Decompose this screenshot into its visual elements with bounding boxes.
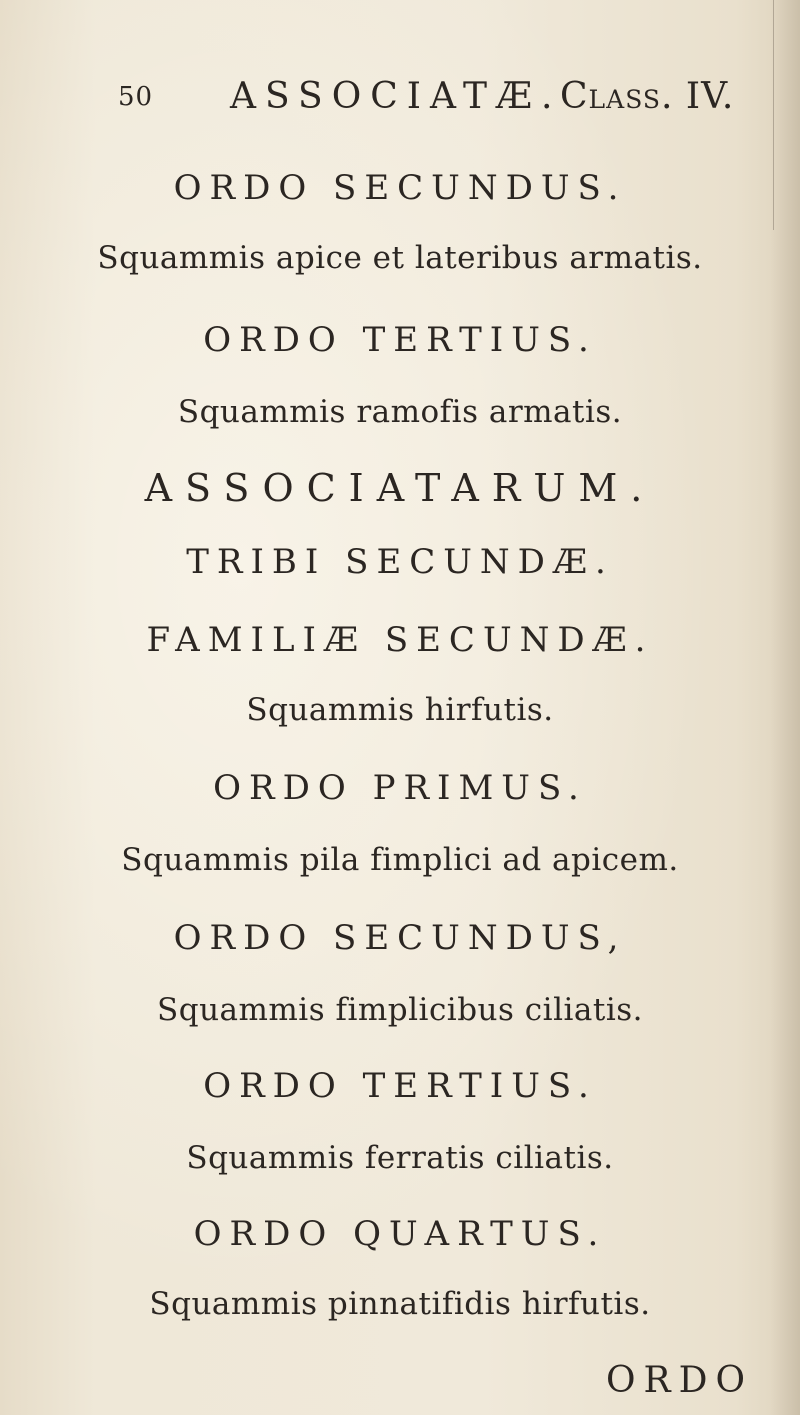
description-line-5: Squammis fimplicibus ciliatis.	[156, 992, 644, 1028]
description-line-7: Squammis pinnatifidis hirfutis.	[149, 1286, 651, 1322]
catchword: ORDO	[606, 1360, 753, 1401]
heading-tribi-secundae: TRIBI SECUNDÆ.	[186, 542, 614, 582]
page-number: 50	[118, 82, 154, 112]
description-line-2: Squammis ramofis armatis.	[177, 394, 623, 430]
heading-ordo-primus: ORDO PRIMUS.	[213, 768, 587, 808]
description-line-1: Squammis apice et lateribus armatis.	[97, 240, 703, 276]
running-head	[0, 68, 800, 118]
heading-ordo-secundus-1: ORDO SECUNDUS.	[173, 168, 627, 208]
heading-familiae-secundae: FAMILIÆ SECUNDÆ.	[146, 620, 654, 660]
heading-ordo-secundus-2: ORDO SECUNDUS,	[173, 918, 627, 958]
heading-ordo-tertius-1: ORDO TERTIUS.	[203, 320, 597, 360]
description-line-6: Squammis ferratis ciliatis.	[186, 1140, 614, 1176]
description-line-4: Squammis pila fimplici ad apicem.	[121, 842, 679, 878]
running-head-class: Class. IV.	[560, 76, 735, 117]
heading-ordo-tertius-2: ORDO TERTIUS.	[203, 1066, 597, 1106]
heading-ordo-quartus: ORDO QUARTUS.	[193, 1214, 607, 1254]
heading-associatarum: ASSOCIATARUM.	[144, 466, 656, 510]
running-head-title: ASSOCIATÆ.	[230, 76, 562, 117]
description-line-3: Squammis hirfutis.	[246, 692, 554, 728]
